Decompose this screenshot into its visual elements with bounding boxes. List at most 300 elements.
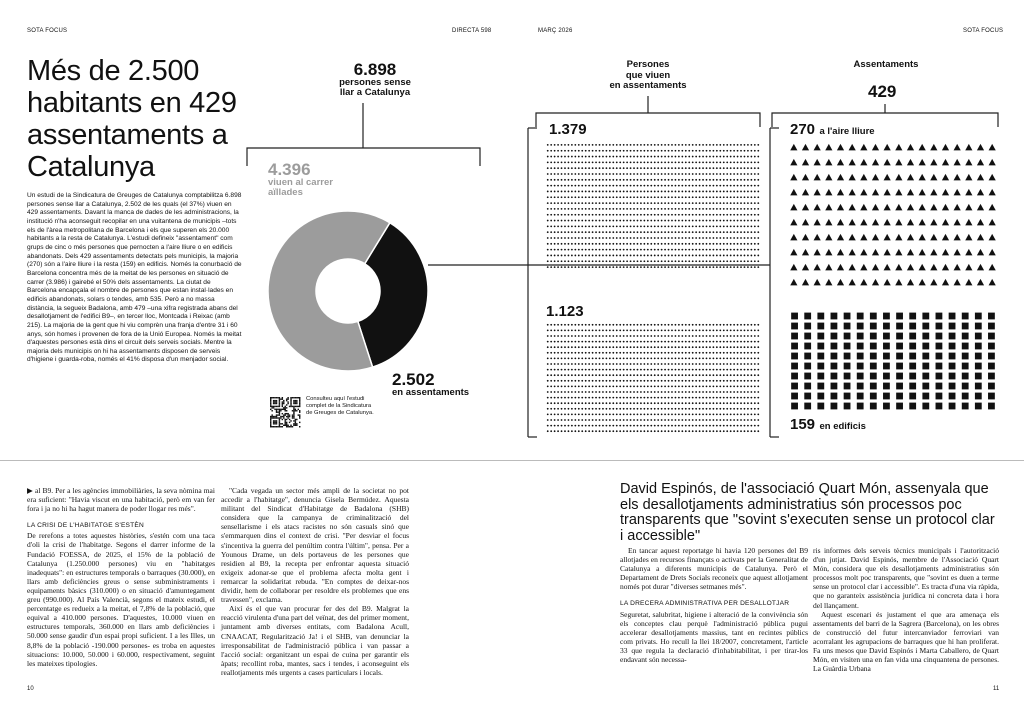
person-building-dot: [592, 330, 594, 332]
person-outdoor-dot: [547, 196, 549, 198]
settlement-building-square: [922, 393, 929, 400]
person-building-dot: [633, 425, 635, 427]
arrow-icon: ▶: [27, 486, 35, 495]
settlement-building-square: [988, 363, 995, 370]
person-outdoor-dot: [633, 208, 635, 210]
person-building-dot: [754, 335, 756, 337]
person-outdoor-dot: [612, 243, 614, 245]
person-building-dot: [609, 419, 611, 421]
person-building-dot: [640, 363, 642, 365]
person-outdoor-dot: [616, 225, 618, 227]
person-outdoor-dot: [695, 249, 697, 251]
settlement-outdoor-triangle: [814, 219, 821, 225]
person-building-dot: [661, 386, 663, 388]
person-building-dot: [730, 341, 732, 343]
person-building-dot: [592, 380, 594, 382]
person-outdoor-dot: [640, 144, 642, 146]
person-building-dot: [654, 408, 656, 410]
person-building-dot: [561, 391, 563, 393]
person-outdoor-dot: [602, 150, 604, 152]
person-outdoor-dot: [571, 156, 573, 158]
settlement-outdoor-triangle: [919, 264, 926, 270]
person-outdoor-dot: [637, 237, 639, 239]
settlement-building-square: [870, 333, 877, 340]
person-building-dot: [564, 414, 566, 416]
settlement-building-square: [857, 393, 864, 400]
person-building-dot: [688, 408, 690, 410]
person-outdoor-dot: [747, 266, 749, 268]
person-outdoor-dot: [637, 225, 639, 227]
person-building-dot: [695, 397, 697, 399]
person-building-dot: [592, 369, 594, 371]
person-outdoor-dot: [657, 202, 659, 204]
person-outdoor-dot: [726, 225, 728, 227]
person-outdoor-dot: [602, 225, 604, 227]
person-outdoor-dot: [626, 185, 628, 187]
person-outdoor-dot: [623, 243, 625, 245]
person-outdoor-dot: [723, 191, 725, 193]
person-outdoor-dot: [699, 185, 701, 187]
person-outdoor-dot: [595, 167, 597, 169]
person-outdoor-dot: [661, 173, 663, 175]
person-outdoor-dot: [754, 237, 756, 239]
person-outdoor-dot: [633, 150, 635, 152]
person-outdoor-dot: [706, 161, 708, 163]
settlement-outdoor-triangle: [930, 234, 937, 240]
person-outdoor-dot: [678, 202, 680, 204]
person-outdoor-dot: [564, 173, 566, 175]
settlement-building-square: [896, 343, 903, 350]
person-building-dot: [744, 358, 746, 360]
person-outdoor-dot: [550, 243, 552, 245]
person-outdoor-dot: [547, 225, 549, 227]
settlement-outdoor-triangle: [884, 159, 891, 165]
settlement-outdoor-triangle: [907, 219, 914, 225]
person-outdoor-dot: [678, 191, 680, 193]
person-outdoor-dot: [702, 214, 704, 216]
person-outdoor-dot: [664, 191, 666, 193]
settlement-building-square: [791, 403, 798, 410]
person-building-dot: [550, 363, 552, 365]
person-building-dot: [606, 380, 608, 382]
person-outdoor-dot: [699, 225, 701, 227]
person-building-dot: [547, 330, 549, 332]
person-building-dot: [692, 397, 694, 399]
person-outdoor-dot: [702, 260, 704, 262]
person-building-dot: [740, 397, 742, 399]
person-outdoor-dot: [678, 144, 680, 146]
person-outdoor-dot: [647, 191, 649, 193]
settlements-number: 2.502: [392, 370, 435, 389]
settlement-building-square: [988, 343, 995, 350]
person-outdoor-dot: [733, 156, 735, 158]
person-building-dot: [643, 335, 645, 337]
person-outdoor-dot: [554, 167, 556, 169]
person-building-dot: [568, 414, 570, 416]
person-building-dot: [602, 419, 604, 421]
person-building-dot: [602, 397, 604, 399]
person-outdoor-dot: [733, 266, 735, 268]
settlement-outdoor-triangle: [895, 279, 902, 285]
person-building-dot: [547, 391, 549, 393]
person-building-dot: [595, 402, 597, 404]
person-outdoor-dot: [699, 243, 701, 245]
person-outdoor-dot: [747, 191, 749, 193]
person-building-dot: [574, 402, 576, 404]
person-building-dot: [581, 346, 583, 348]
settlement-building-square: [962, 313, 969, 320]
person-outdoor-dot: [633, 173, 635, 175]
person-outdoor-dot: [637, 161, 639, 163]
person-outdoor-dot: [730, 266, 732, 268]
settlement-building-square: [936, 353, 943, 360]
person-building-dot: [695, 414, 697, 416]
person-building-dot: [713, 386, 715, 388]
person-outdoor-dot: [733, 161, 735, 163]
settlement-building-square: [922, 333, 929, 340]
person-outdoor-dot: [626, 266, 628, 268]
person-outdoor-dot: [547, 249, 549, 251]
person-outdoor-dot: [547, 208, 549, 210]
person-building-dot: [612, 419, 614, 421]
person-outdoor-dot: [616, 255, 618, 257]
person-building-dot: [737, 335, 739, 337]
person-building-dot: [626, 369, 628, 371]
person-building-dot: [730, 397, 732, 399]
settlement-outdoor-triangle: [790, 204, 797, 210]
person-building-dot: [654, 369, 656, 371]
person-outdoor-dot: [609, 156, 611, 158]
person-building-dot: [557, 363, 559, 365]
settlement-building-square: [870, 343, 877, 350]
person-outdoor-dot: [744, 156, 746, 158]
person-outdoor-dot: [681, 185, 683, 187]
person-building-dot: [754, 414, 756, 416]
person-outdoor-dot: [671, 208, 673, 210]
person-outdoor-dot: [688, 161, 690, 163]
person-outdoor-dot: [757, 220, 759, 222]
settlement-building-square: [857, 383, 864, 390]
person-outdoor-dot: [702, 150, 704, 152]
person-outdoor-dot: [568, 144, 570, 146]
person-outdoor-dot: [643, 191, 645, 193]
person-outdoor-dot: [678, 243, 680, 245]
person-outdoor-dot: [643, 179, 645, 181]
person-building-dot: [640, 402, 642, 404]
person-outdoor-dot: [581, 237, 583, 239]
person-building-dot: [626, 335, 628, 337]
person-outdoor-dot: [650, 202, 652, 204]
person-building-dot: [740, 341, 742, 343]
person-building-dot: [547, 380, 549, 382]
person-building-dot: [592, 408, 594, 410]
person-outdoor-dot: [733, 214, 735, 216]
person-building-dot: [737, 397, 739, 399]
person-outdoor-dot: [685, 202, 687, 204]
person-building-dot: [671, 330, 673, 332]
person-outdoor-dot: [675, 243, 677, 245]
person-outdoor-dot: [550, 179, 552, 181]
person-building-dot: [581, 341, 583, 343]
person-outdoor-dot: [678, 214, 680, 216]
settlement-outdoor-triangle: [837, 174, 844, 180]
person-outdoor-dot: [671, 202, 673, 204]
person-outdoor-dot: [740, 185, 742, 187]
person-outdoor-dot: [723, 231, 725, 233]
person-outdoor-dot: [678, 225, 680, 227]
person-outdoor-dot: [606, 150, 608, 152]
person-building-dot: [699, 425, 701, 427]
person-building-dot: [574, 430, 576, 432]
person-building-dot: [637, 330, 639, 332]
person-building-dot: [692, 363, 694, 365]
person-building-dot: [699, 352, 701, 354]
person-outdoor-dot: [654, 255, 656, 257]
person-building-dot: [633, 380, 635, 382]
person-building-dot: [737, 408, 739, 410]
person-building-dot: [637, 352, 639, 354]
person-building-dot: [671, 363, 673, 365]
person-outdoor-dot: [643, 185, 645, 187]
person-outdoor-dot: [623, 150, 625, 152]
settlement-outdoor-triangle: [942, 204, 949, 210]
person-building-dot: [554, 397, 556, 399]
person-outdoor-dot: [671, 231, 673, 233]
person-building-dot: [716, 369, 718, 371]
person-building-dot: [719, 391, 721, 393]
person-outdoor-dot: [723, 225, 725, 227]
person-building-dot: [619, 380, 621, 382]
person-outdoor-dot: [706, 156, 708, 158]
person-outdoor-dot: [585, 249, 587, 251]
person-outdoor-dot: [661, 150, 663, 152]
person-building-dot: [757, 374, 759, 376]
person-building-dot: [626, 324, 628, 326]
settlement-building-square: [844, 363, 851, 370]
person-building-dot: [750, 380, 752, 382]
person-building-dot: [668, 397, 670, 399]
person-outdoor-dot: [568, 196, 570, 198]
person-building-dot: [747, 369, 749, 371]
person-building-dot: [706, 402, 708, 404]
person-outdoor-dot: [585, 214, 587, 216]
person-building-dot: [564, 402, 566, 404]
person-outdoor-dot: [637, 173, 639, 175]
person-building-dot: [668, 419, 670, 421]
settlement-outdoor-triangle: [977, 174, 984, 180]
person-building-dot: [557, 397, 559, 399]
person-outdoor-dot: [557, 243, 559, 245]
person-building-dot: [568, 346, 570, 348]
person-building-dot: [606, 352, 608, 354]
person-building-dot: [564, 363, 566, 365]
person-building-dot: [630, 430, 632, 432]
person-building-dot: [657, 425, 659, 427]
person-outdoor-dot: [737, 249, 739, 251]
person-building-dot: [619, 358, 621, 360]
person-outdoor-dot: [623, 231, 625, 233]
person-outdoor-dot: [616, 260, 618, 262]
person-outdoor-dot: [609, 150, 611, 152]
person-outdoor-dot: [643, 255, 645, 257]
person-building-dot: [585, 330, 587, 332]
person-building-dot: [640, 386, 642, 388]
person-building-dot: [616, 408, 618, 410]
person-building-dot: [702, 335, 704, 337]
person-building-dot: [657, 386, 659, 388]
person-building-dot: [578, 346, 580, 348]
person-outdoor-dot: [750, 249, 752, 251]
person-outdoor-dot: [668, 144, 670, 146]
person-outdoor-dot: [709, 260, 711, 262]
person-outdoor-dot: [585, 266, 587, 268]
person-outdoor-dot: [647, 255, 649, 257]
person-building-dot: [750, 419, 752, 421]
person-outdoor-dot: [585, 161, 587, 163]
person-outdoor-dot: [557, 150, 559, 152]
person-building-dot: [719, 419, 721, 421]
person-outdoor-dot: [588, 249, 590, 251]
person-outdoor-dot: [692, 173, 694, 175]
person-outdoor-dot: [681, 173, 683, 175]
person-outdoor-dot: [585, 179, 587, 181]
person-building-dot: [606, 374, 608, 376]
person-building-dot: [716, 335, 718, 337]
person-building-dot: [688, 419, 690, 421]
date-label: MARÇ 2026: [538, 28, 573, 34]
settlement-building-square: [844, 353, 851, 360]
article-column-1: [27, 486, 215, 668]
person-outdoor-dot: [606, 260, 608, 262]
person-outdoor-dot: [650, 156, 652, 158]
person-building-dot: [595, 324, 597, 326]
person-outdoor-dot: [702, 167, 704, 169]
person-outdoor-dot: [626, 144, 628, 146]
person-building-dot: [678, 386, 680, 388]
settlement-building-square: [857, 323, 864, 330]
person-building-dot: [571, 358, 573, 360]
person-building-dot: [699, 374, 701, 376]
person-outdoor-dot: [713, 225, 715, 227]
person-outdoor-dot: [733, 173, 735, 175]
person-outdoor-dot: [564, 150, 566, 152]
person-outdoor-dot: [568, 260, 570, 262]
person-outdoor-dot: [602, 237, 604, 239]
person-building-dot: [699, 430, 701, 432]
settlement-outdoor-triangle: [977, 144, 984, 150]
person-outdoor-dot: [740, 173, 742, 175]
person-building-dot: [664, 341, 666, 343]
person-building-dot: [713, 324, 715, 326]
person-outdoor-dot: [609, 196, 611, 198]
person-building-dot: [730, 346, 732, 348]
person-building-dot: [706, 363, 708, 365]
person-building-dot: [709, 402, 711, 404]
person-outdoor-dot: [599, 237, 601, 239]
person-outdoor-dot: [747, 220, 749, 222]
person-building-dot: [709, 408, 711, 410]
settlement-outdoor-triangle: [919, 279, 926, 285]
person-building-dot: [606, 425, 608, 427]
person-outdoor-dot: [685, 185, 687, 187]
person-outdoor-dot: [643, 260, 645, 262]
person-building-dot: [709, 425, 711, 427]
settlement-outdoor-triangle: [989, 174, 996, 180]
person-building-dot: [619, 386, 621, 388]
person-outdoor-dot: [547, 167, 549, 169]
person-outdoor-dot: [716, 196, 718, 198]
person-outdoor-dot: [740, 161, 742, 163]
person-building-dot: [757, 330, 759, 332]
person-outdoor-dot: [706, 225, 708, 227]
person-outdoor-dot: [664, 225, 666, 227]
person-outdoor-dot: [706, 150, 708, 152]
person-building-dot: [757, 419, 759, 421]
person-outdoor-dot: [581, 220, 583, 222]
person-outdoor-dot: [730, 214, 732, 216]
person-building-dot: [637, 402, 639, 404]
person-building-dot: [561, 346, 563, 348]
person-building-dot: [706, 414, 708, 416]
person-outdoor-dot: [737, 220, 739, 222]
person-building-dot: [661, 374, 663, 376]
person-building-dot: [561, 335, 563, 337]
person-building-dot: [654, 335, 656, 337]
person-building-dot: [757, 425, 759, 427]
person-outdoor-dot: [733, 196, 735, 198]
person-building-dot: [713, 374, 715, 376]
person-outdoor-dot: [581, 266, 583, 268]
person-building-dot: [681, 408, 683, 410]
settlement-outdoor-triangle: [989, 204, 996, 210]
person-building-dot: [678, 397, 680, 399]
person-outdoor-dot: [654, 202, 656, 204]
person-building-dot: [623, 402, 625, 404]
settlement-building-square: [857, 403, 864, 410]
settlement-building-square: [962, 343, 969, 350]
person-building-dot: [581, 391, 583, 393]
person-building-dot: [599, 358, 601, 360]
person-outdoor-dot: [616, 161, 618, 163]
person-outdoor-dot: [599, 202, 601, 204]
person-outdoor-dot: [623, 167, 625, 169]
persons-buildings-number: 1.123: [546, 303, 584, 320]
person-outdoor-dot: [685, 179, 687, 181]
person-outdoor-dot: [547, 231, 549, 233]
person-outdoor-dot: [640, 161, 642, 163]
person-building-dot: [595, 430, 597, 432]
person-outdoor-dot: [647, 161, 649, 163]
person-outdoor-dot: [643, 167, 645, 169]
settlement-outdoor-triangle: [860, 234, 867, 240]
person-building-dot: [664, 358, 666, 360]
person-outdoor-dot: [695, 214, 697, 216]
settlement-building-square: [804, 373, 811, 380]
person-outdoor-dot: [557, 266, 559, 268]
person-outdoor-dot: [581, 214, 583, 216]
person-outdoor-dot: [592, 225, 594, 227]
person-building-dot: [626, 408, 628, 410]
person-building-dot: [678, 341, 680, 343]
person-outdoor-dot: [709, 185, 711, 187]
person-building-dot: [623, 374, 625, 376]
person-building-dot: [574, 335, 576, 337]
person-building-dot: [568, 408, 570, 410]
person-building-dot: [619, 419, 621, 421]
person-building-dot: [640, 391, 642, 393]
person-outdoor-dot: [685, 167, 687, 169]
person-outdoor-dot: [681, 161, 683, 163]
